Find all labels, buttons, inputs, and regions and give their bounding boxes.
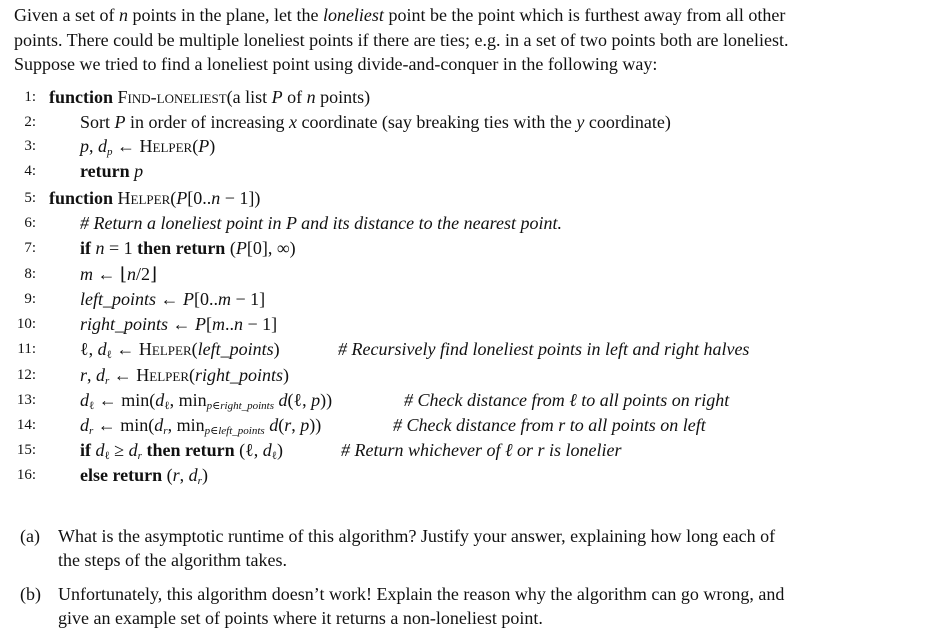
question-text: Unfortunately, this algorithm doesn’t work! Explain the reason why the algorithm can go wrong, and give an example set of points where it returns a non-loneliest point. [58,584,785,628]
algo-line-16 [0,463,929,487]
line-number: 5: [24,190,36,206]
line-number: 16: [16,467,36,483]
line-number: 14: [16,417,36,433]
algo-code: $d_r$ ← $\min(d_r$, $\min_{p\in left\_points} d(r$, p)) [80,415,322,437]
question-label: (b) [20,584,41,604]
algo-comment: # Check distance from r to all points on left [393,415,706,435]
algo-code: if $d_\ell \ge d_r$ then return (ℓ, $d_\ell$) [80,440,284,462]
algo-code: if n = 1 then return (P[0], ∞) [80,238,296,258]
algo-line-9 [0,287,929,311]
algo-line-14 [0,413,929,437]
intro-line-2: points. There could be multiple loneliest points if there are ties; e.g. in a set of two points both are loneliest. [14,29,789,50]
algo-line-3 [0,134,929,158]
algo-line-13 [0,388,929,412]
line-number: 3: [24,138,36,154]
algo-code: m ← ⌊n/2⌋ [80,264,158,284]
algo-code: Sort P in order of increasing x coordinate (say breaking ties with the y coordinate) [80,111,671,132]
algo-code: right_points ← P[m..n − 1] [80,314,278,334]
algo-line-10 [0,312,929,336]
algo-line-5 [0,186,929,210]
algo-line-2 [0,110,929,134]
line-number: 11: [17,341,36,357]
algo-line-4 [0,159,929,183]
algo-line-11 [0,337,929,361]
algo-code: left_points ← P[0..m − 1] [80,289,266,309]
line-number: 10: [16,316,36,332]
algo-line-15 [0,438,929,462]
algo-comment: # Return whichever of ℓ or r is lonelier [341,440,622,460]
algo-line-1 [0,85,929,109]
line-number: 6: [24,215,36,231]
algo-code: ℓ, $d_\ell$ ← Helper(left_points) [80,339,280,361]
algo-code: $d_\ell$ ← $\min(d_\ell$, $\min_{p\in right\_points}$ d(ℓ, p)) [80,390,333,412]
algo-comment: # Recursively find loneliest points in left and right halves [338,339,750,359]
line-number: 12: [16,367,36,383]
algo-comment: # Check distance from ℓ to all points on right [404,390,730,410]
algo-code: r, $d_r$ ← Helper(right_points) [80,365,290,387]
algo-line-8 [0,262,929,286]
question-text: What is the asymptotic runtime of this algorithm? Justify your answer, explaining how long each of the steps of the algorithm takes. [58,526,776,570]
intro-paragraph [14,3,924,77]
intro-line-3: Suppose we tried to find a loneliest point using divide-and-conquer in the following way: [14,54,658,74]
line-number: 13: [16,392,36,408]
algo-code: return p [80,160,144,181]
question-label: (a) [20,526,40,546]
algo-code: # Return a loneliest point in P and its distance to the nearest point. [80,213,562,233]
line-number: 8: [24,266,36,282]
intro-line-1: Given a set of n points in the plane, let the loneliest point be the point which is furthest away from all other [14,5,786,25]
algo-line-6 [0,211,929,235]
algo-code: p, $d_p$ ← Helper(P) [80,136,216,158]
algo-code: function Helper(P[0..n − 1]) [49,188,261,208]
line-number: 15: [16,442,36,458]
line-number: 7: [24,240,36,256]
algo-line-12 [0,363,929,387]
line-number: 2: [24,113,36,130]
algo-line-7 [0,236,929,260]
algo-code: function Find-loneliest(a list P of n points) [49,87,371,107]
line-number: 4: [24,162,36,179]
line-number: 9: [24,291,36,307]
algo-code: else return (r, $d_r$) [80,465,208,487]
line-number: 1: [24,89,36,105]
